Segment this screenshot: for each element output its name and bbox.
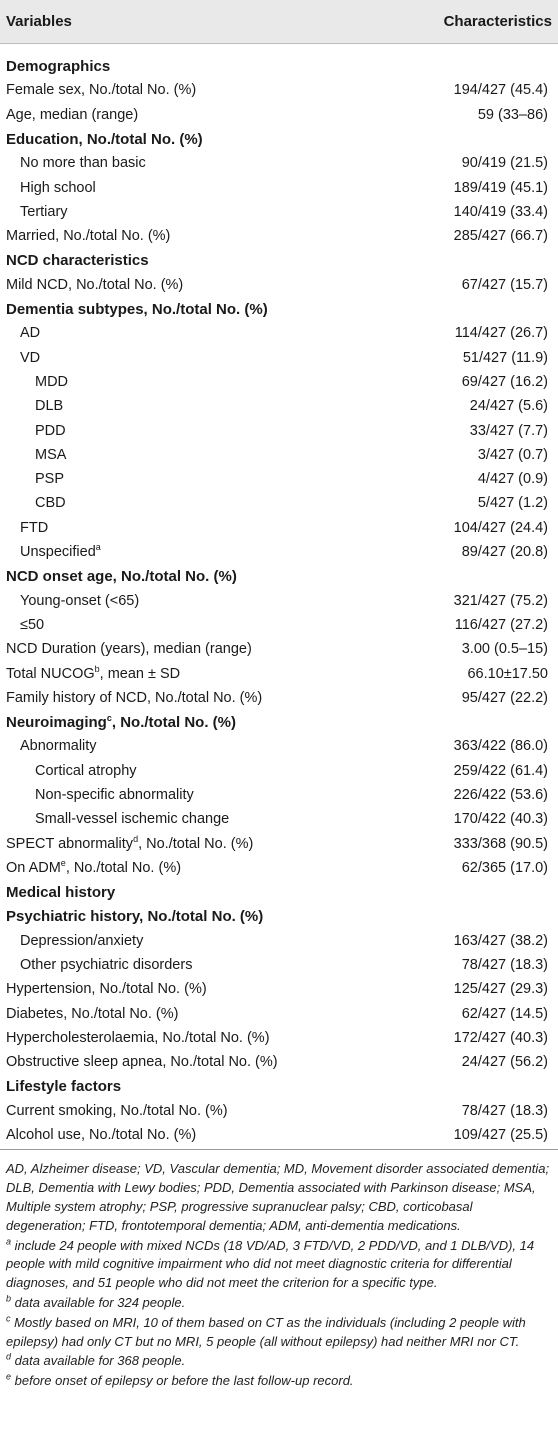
row-label-text: Depression/anxiety <box>20 932 144 949</box>
row-value: 194/427 (45.4) <box>453 82 548 99</box>
row-label-text: Tertiary <box>20 203 68 220</box>
row-value: 104/427 (24.4) <box>453 519 548 536</box>
row-label-suffix: , No./total No. (%) <box>111 713 237 731</box>
footnote-mark: b <box>6 1293 12 1304</box>
table-row <box>0 78 558 102</box>
row-label-text: Other psychiatric disorders <box>20 957 193 974</box>
table-row <box>0 686 558 710</box>
footnote-marker: b <box>94 663 100 674</box>
row-label-text: Psychiatric history, No./total No. (%) <box>6 908 264 926</box>
table-header <box>0 0 558 44</box>
table-row <box>0 589 558 613</box>
row-label-text: Dementia subtypes, No./total No. (%) <box>6 300 268 318</box>
row-label-text: Unspecified <box>20 544 96 561</box>
row-label-text: Mild NCD, No./total No. (%) <box>6 276 184 293</box>
table-row <box>0 491 558 515</box>
table-row <box>0 346 558 370</box>
row-label-text: Cortical atrophy <box>35 762 137 779</box>
row-label <box>0 787 194 803</box>
row-value: 95/427 (22.2) <box>461 689 548 706</box>
row-label-text: Current smoking, No./total No. (%) <box>6 1102 228 1119</box>
footnote-mark: e <box>6 1371 12 1382</box>
row-label-text: NCD Duration (years), median (range) <box>6 641 252 658</box>
table-row <box>0 1050 558 1074</box>
row-label-text: MSA <box>35 446 67 463</box>
row-label <box>0 1078 121 1095</box>
row-value: 116/427 (27.2) <box>454 616 548 633</box>
row-value: 163/427 (38.2) <box>453 932 548 949</box>
row-label-text: NCD onset age, No./total No. (%) <box>6 567 237 585</box>
row-value: 67/427 (15.7) <box>461 276 548 293</box>
row-value: 62/427 (14.5) <box>461 1005 548 1022</box>
row-label <box>0 374 68 390</box>
row-label <box>0 811 229 827</box>
row-label <box>0 1127 196 1143</box>
table-row <box>0 929 558 953</box>
row-label <box>0 1054 278 1070</box>
row-label <box>0 738 97 754</box>
table-row <box>0 637 558 661</box>
row-label <box>0 82 196 98</box>
row-label <box>0 155 146 171</box>
row-value: 125/427 (29.3) <box>453 981 548 998</box>
row-value: 78/427 (18.3) <box>461 957 548 974</box>
row-value: 109/427 (25.5) <box>453 1127 548 1144</box>
row-label-text: Demographics <box>6 57 111 75</box>
section-header-row <box>0 904 558 928</box>
table-row <box>0 443 558 467</box>
table-row <box>0 103 558 127</box>
row-label <box>0 520 48 536</box>
row-value: 285/427 (66.7) <box>453 228 548 245</box>
row-label <box>0 277 183 293</box>
table-row <box>0 540 558 564</box>
row-label <box>0 423 66 439</box>
row-label <box>0 833 254 852</box>
footnote-mark: c <box>6 1313 11 1324</box>
row-label <box>0 325 40 341</box>
row-value: 24/427 (5.6) <box>469 398 548 415</box>
row-label <box>0 1103 228 1119</box>
row-label-text: Married, No./total No. (%) <box>6 228 171 245</box>
row-value: 172/427 (40.3) <box>453 1030 548 1047</box>
table-row <box>0 224 558 248</box>
footnote-item <box>6 1237 552 1293</box>
row-value: 363/422 (86.0) <box>453 738 548 755</box>
row-label <box>0 495 66 511</box>
footnote-item <box>6 1372 552 1391</box>
footnote-marker: e <box>60 858 66 869</box>
row-label <box>0 933 143 949</box>
row-label-text: Hypertension, No./total No. (%) <box>6 981 207 998</box>
section-header-row <box>0 248 558 272</box>
row-label <box>0 252 149 269</box>
row-label <box>0 131 203 148</box>
header-characteristics: Characteristics <box>443 13 552 30</box>
row-label <box>0 981 207 997</box>
footnote-marker: c <box>106 712 112 723</box>
row-label-text: Diabetes, No./total No. (%) <box>6 1005 179 1022</box>
row-label-text: DLB <box>35 398 64 415</box>
row-value: 78/427 (18.3) <box>461 1102 548 1119</box>
row-label <box>0 763 137 779</box>
row-label <box>0 663 181 682</box>
row-value: 33/427 (7.7) <box>469 422 548 439</box>
section-header-row <box>0 880 558 904</box>
row-label-text: Total NUCOG <box>6 665 95 682</box>
table-row <box>0 759 558 783</box>
section-header-row <box>0 54 558 78</box>
table-row <box>0 467 558 491</box>
footnote-text: data available for 324 people. <box>11 1294 186 1310</box>
row-label-text: Medical history <box>6 883 116 901</box>
table-row <box>0 977 558 1001</box>
row-value: 66.10±17.50 <box>467 665 548 682</box>
row-value: 89/427 (20.8) <box>461 544 548 561</box>
row-label <box>0 617 44 633</box>
footnote-abbreviations: AD, Alzheimer disease; VD, Vascular dementia; MD, Movement disorder associated dementia; DLB, Dementia with Lewy bodies; PDD, Dementia associated with Parkinson disease; MSA, Multiple system atrophy; PSP, progressive supranuclear palsy; CBD, corticobasal degeneration; FTD, frontotemporal dementia; ADM, anti-dementia medications. <box>6 1161 550 1233</box>
row-label <box>0 471 64 487</box>
row-label-text: Family history of NCD, No./total No. (%) <box>6 689 263 706</box>
row-label-text: FTD <box>20 519 49 536</box>
footnote-text: Mostly based on MRI, 10 of them based on CT as the individuals (including 2 people with epilepsy) had only CT but no MRI, 5 people (all without epilepsy) had neither MRI nor CT. <box>6 1314 526 1349</box>
row-label <box>0 228 170 244</box>
row-label-text: Education, No./total No. (%) <box>6 130 203 148</box>
table-row <box>0 832 558 856</box>
row-label <box>0 714 236 731</box>
footnote-text: before onset of epilepsy or before the last follow-up record. <box>11 1373 354 1389</box>
row-label <box>0 204 68 220</box>
row-value: 170/422 (40.3) <box>453 811 548 828</box>
table-row <box>0 953 558 977</box>
row-value: 5/427 (1.2) <box>477 495 548 512</box>
row-value: 226/422 (53.6) <box>453 787 548 804</box>
row-label <box>0 690 262 706</box>
row-label-text: PSP <box>35 471 65 488</box>
header-variables: Variables <box>6 13 72 30</box>
row-label <box>0 1030 270 1046</box>
table-row <box>0 200 558 224</box>
table-row <box>0 1026 558 1050</box>
row-label-text: NCD characteristics <box>6 252 149 270</box>
row-label-text: VD <box>20 349 41 366</box>
row-label <box>0 107 138 123</box>
row-label-text: MDD <box>35 374 69 390</box>
row-value: 114/427 (26.7) <box>454 325 548 342</box>
row-label-text: Small-vessel ischemic change <box>35 811 230 828</box>
table-row <box>0 516 558 540</box>
table-row <box>0 394 558 418</box>
row-label-text: Non-specific abnormality <box>35 787 194 804</box>
row-label-text: PDD <box>35 422 66 439</box>
row-value: 3.00 (0.5–15) <box>461 641 548 658</box>
row-label-suffix: , No./total No. (%) <box>65 859 182 876</box>
row-label-suffix: , No./total No. (%) <box>138 835 254 852</box>
section-header-row <box>0 127 558 151</box>
row-label-text: No more than basic <box>20 155 146 172</box>
row-label <box>0 180 96 196</box>
table-row <box>0 613 558 637</box>
row-label <box>0 398 63 414</box>
row-label-text: Age, median (range) <box>6 106 139 123</box>
section-header-row <box>0 710 558 734</box>
footnote-marker: a <box>95 542 101 553</box>
table-row <box>0 734 558 758</box>
row-label-text: AD <box>20 325 41 342</box>
row-label <box>0 544 101 560</box>
row-label <box>0 350 40 366</box>
row-label <box>0 447 66 463</box>
table-row <box>0 661 558 685</box>
row-value: 4/427 (0.9) <box>477 471 548 488</box>
row-value: 189/419 (45.1) <box>453 179 548 196</box>
table-row <box>0 151 558 175</box>
table-row <box>0 856 558 880</box>
row-value: 51/427 (11.9) <box>462 349 548 366</box>
row-value: 140/419 (33.4) <box>453 203 548 220</box>
footnotes <box>0 1150 558 1391</box>
row-value: 90/419 (21.5) <box>461 155 548 172</box>
section-header-row <box>0 297 558 321</box>
section-header-row <box>0 1074 558 1098</box>
row-label <box>0 58 110 75</box>
footnote-text: data available for 368 people. <box>11 1353 186 1369</box>
footnote-mark: d <box>6 1352 12 1362</box>
footnote-text: include 24 people with mixed NCDs (18 VD/AD, 3 FTD/VD, 2 PDD/VD, and 1 DLB/VD), 14 people with mild cognitive impairment who did not meet diagnostic criteria for differential diagnoses, and 51 people who did not meet the criterion for a specific type. <box>6 1237 535 1291</box>
row-label-text: Female sex, No./total No. (%) <box>6 82 197 99</box>
table-row <box>0 321 558 345</box>
row-label <box>0 301 268 318</box>
section-header-row <box>0 564 558 588</box>
row-value: 333/368 (90.5) <box>453 835 548 852</box>
row-label-text: Obstructive sleep apnea, No./total No. (%) <box>6 1054 278 1071</box>
footnote-item <box>6 1314 552 1352</box>
row-label <box>0 908 263 925</box>
row-label-text: Neuroimaging <box>6 713 107 731</box>
row-label-text: High school <box>20 179 96 196</box>
row-value: 69/427 (16.2) <box>461 374 548 390</box>
table-row <box>0 807 558 831</box>
row-value: 24/427 (56.2) <box>461 1054 548 1071</box>
row-label-text: Young-onset (<65) <box>20 592 140 609</box>
row-value: 62/365 (17.0) <box>461 859 548 876</box>
row-label-text: Lifestyle factors <box>6 1078 122 1096</box>
table-row <box>0 1099 558 1123</box>
table-row <box>0 273 558 297</box>
row-label <box>0 568 237 585</box>
table-row <box>0 418 558 442</box>
row-label <box>0 641 252 657</box>
row-label-text: CBD <box>35 495 66 512</box>
row-label-text: Alcohol use, No./total No. (%) <box>6 1127 197 1144</box>
row-value: 59 (33–86) <box>477 106 548 123</box>
footnote-list <box>6 1237 552 1391</box>
row-label <box>0 884 115 901</box>
row-label-text: Abnormality <box>20 738 97 755</box>
row-label-text: Hypercholesterolaemia, No./total No. (%) <box>6 1030 270 1047</box>
table-row <box>0 175 558 199</box>
row-value: 3/427 (0.7) <box>477 446 548 463</box>
row-label-text: On ADM <box>6 859 61 876</box>
row-label-text: SPECT abnormality <box>6 835 134 852</box>
footnote-item <box>6 1294 552 1313</box>
row-label <box>0 593 139 609</box>
table-row <box>0 370 558 394</box>
table-row <box>0 783 558 807</box>
row-label <box>0 957 192 973</box>
table-body <box>0 54 558 1147</box>
footnote-marker: d <box>133 833 139 844</box>
table-row <box>0 1002 558 1026</box>
table-row <box>0 1123 558 1147</box>
row-label <box>0 1006 178 1022</box>
row-label-suffix: , mean ± SD <box>99 665 181 682</box>
footnote-item <box>6 1352 552 1371</box>
row-label <box>0 860 181 876</box>
row-value: 321/427 (75.2) <box>453 592 548 609</box>
row-value: 259/422 (61.4) <box>453 762 548 779</box>
footnote-mark: a <box>6 1236 12 1247</box>
row-label-text: ≤50 <box>20 616 45 633</box>
